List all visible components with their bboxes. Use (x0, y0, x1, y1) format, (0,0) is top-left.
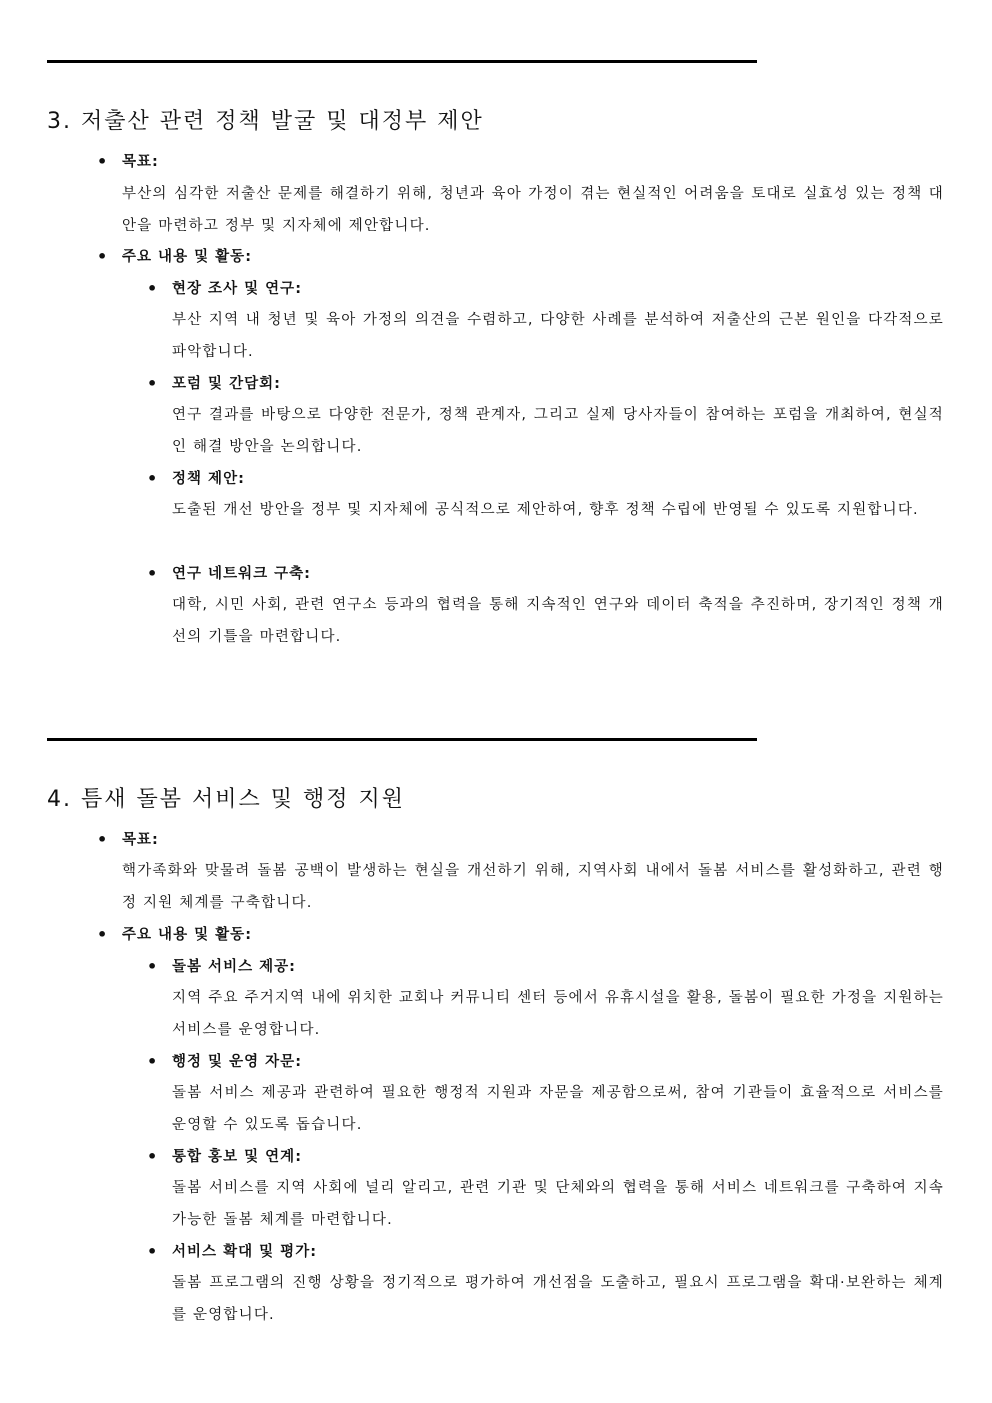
section-divider (47, 60, 757, 63)
bullet-icon: • (97, 830, 109, 849)
activity-item-text: 부산 지역 내 청년 및 육아 가정의 의견을 수렴하고, 다양한 사례를 분석하여 저출산의 근본 원인을 다각적으로 파악합니다. (172, 312, 944, 360)
activities-label: 주요 내용 및 활동: (122, 249, 252, 265)
bullet-icon: • (147, 469, 159, 488)
section-heading: 3. 저출산 관련 정책 발굴 및 대정부 제안 (47, 109, 484, 134)
goal-label: 목표: (122, 832, 159, 848)
bullet-icon: • (147, 1147, 159, 1166)
bullet-icon: • (97, 247, 109, 266)
activity-item-text: 대학, 시민 사회, 관련 연구소 등과의 협력을 통해 지속적인 연구와 데이터 축적을 추진하며, 장기적인 정책 개선의 기틀을 마련합니다. (172, 597, 944, 645)
activity-item-text: 도출된 개선 방안을 정부 및 지자체에 공식적으로 제안하여, 향후 정책 수립에 반영될 수 있도록 지원합니다. (172, 502, 919, 518)
bullet-icon: • (97, 925, 109, 944)
bullet-icon: • (147, 279, 159, 298)
bullet-icon: • (147, 1052, 159, 1071)
section-divider (47, 738, 757, 741)
bullet-icon: • (147, 564, 159, 583)
activity-item-text: 돌봄 서비스를 지역 사회에 널리 알리고, 관련 기관 및 단체와의 협력을 통해 서비스 네트워크를 구축하여 지속 가능한 돌봄 체계를 마련합니다. (172, 1180, 944, 1228)
activity-item-text: 돌봄 프로그램의 진행 상황을 정기적으로 평가하여 개선점을 도출하고, 필요시 프로그램을 확대·보완하는 체계를 운영합니다. (172, 1275, 944, 1323)
goal-text: 부산의 심각한 저출산 문제를 해결하기 위해, 청년과 육아 가정이 겪는 현실적인 어려움을 토대로 실효성 있는 정책 대안을 마련하고 정부 및 지자체에 제안합니다. (122, 186, 944, 234)
goal-label: 목표: (122, 154, 159, 170)
bullet-icon: • (97, 152, 109, 171)
activity-item-text: 돌봄 서비스 제공과 관련하여 필요한 행정적 지원과 자문을 제공함으로써, 참여 기관들이 효율적으로 서비스를 운영할 수 있도록 돕습니다. (172, 1085, 944, 1133)
bullet-icon: • (147, 957, 159, 976)
activity-item-text: 지역 주요 주거지역 내에 위치한 교회나 커뮤니티 센터 등에서 유휴시설을 활용, 돌봄이 필요한 가정을 지원하는 서비스를 운영합니다. (172, 990, 944, 1038)
activity-item-text: 연구 결과를 바탕으로 다양한 전문가, 정책 관계자, 그리고 실제 당사자들이 참여하는 포럼을 개최하여, 현실적인 해결 방안을 논의합니다. (172, 407, 944, 455)
bullet-icon: • (147, 1242, 159, 1261)
goal-text: 핵가족화와 맞물려 돌봄 공백이 발생하는 현실을 개선하기 위해, 지역사회 내에서 돌봄 서비스를 활성화하고, 관련 행정 지원 체계를 구축합니다. (122, 863, 944, 911)
section-heading: 4. 틈새 돌봄 서비스 및 행정 지원 (47, 787, 405, 812)
bullet-icon: • (147, 374, 159, 393)
activities-label: 주요 내용 및 활동: (122, 927, 252, 943)
